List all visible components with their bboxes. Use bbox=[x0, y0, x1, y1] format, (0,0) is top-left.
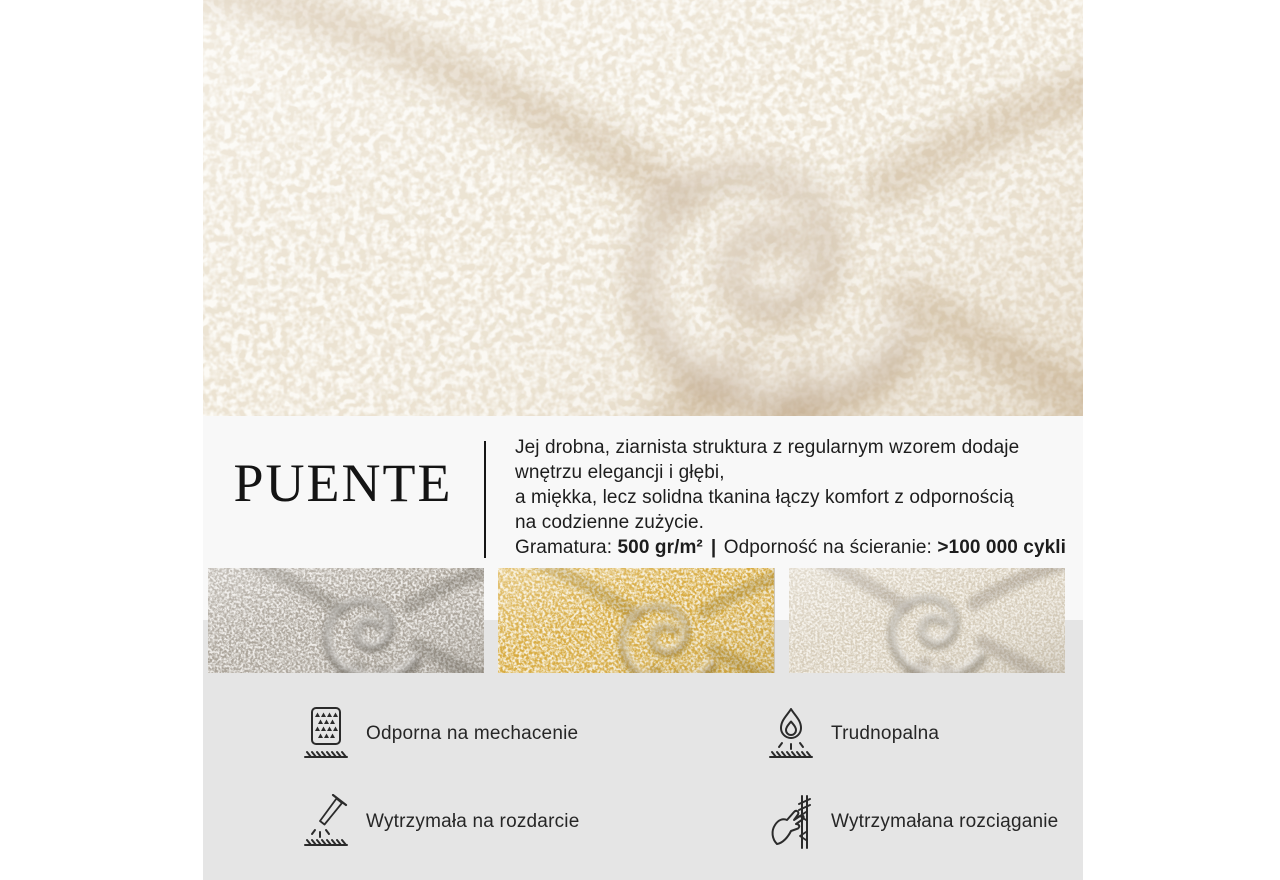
swatch-beige bbox=[789, 568, 1065, 673]
swatch-yellow bbox=[498, 568, 774, 673]
swatch-gray bbox=[208, 568, 484, 673]
spec-line bbox=[515, 535, 1075, 560]
card-content bbox=[203, 0, 1083, 880]
feature-tear-resistant bbox=[300, 793, 765, 851]
feature-label: Wytrzymała na rozdarcie bbox=[366, 811, 580, 832]
tear-resistant-icon bbox=[300, 793, 352, 851]
gramatura-value: 500 gr/m² bbox=[617, 537, 703, 558]
product-title: PUENTE bbox=[233, 453, 453, 513]
feature-flame-retardant bbox=[765, 705, 1083, 763]
gramatura-label: Gramatura: bbox=[515, 537, 613, 558]
abrasion-value: >100 000 cykli bbox=[937, 537, 1067, 558]
feature-label: Trudnopalna bbox=[831, 723, 940, 744]
abrasion-label: Odporność na ścieranie: bbox=[723, 537, 932, 558]
feature-label: Odporna na mechacenie bbox=[366, 723, 579, 744]
description-line: wnętrzu elegancji i głębi, bbox=[515, 462, 725, 483]
pilling-resistant-icon bbox=[300, 705, 352, 763]
product-description bbox=[515, 435, 1075, 560]
vertical-divider bbox=[484, 441, 486, 558]
colorway-swatches bbox=[208, 568, 1065, 673]
description-line: na codzienne zużycie. bbox=[515, 512, 705, 533]
hero-fabric-photo bbox=[203, 0, 1083, 416]
description-line: a miękka, lecz solidna tkanina łączy komfort z odpornością bbox=[515, 487, 1014, 508]
feature-stretch-resistant bbox=[765, 793, 1083, 851]
flame-retardant-icon bbox=[765, 705, 817, 763]
spec-separator: | bbox=[710, 537, 717, 558]
features-grid bbox=[203, 690, 1083, 866]
stretch-resistant-icon bbox=[765, 793, 817, 851]
feature-pilling-resistant bbox=[300, 705, 765, 763]
feature-label: Wytrzymałana rozciąganie bbox=[831, 811, 1059, 832]
description-line: Jej drobna, ziarnista struktura z regularnym wzorem dodaje bbox=[515, 437, 1020, 458]
